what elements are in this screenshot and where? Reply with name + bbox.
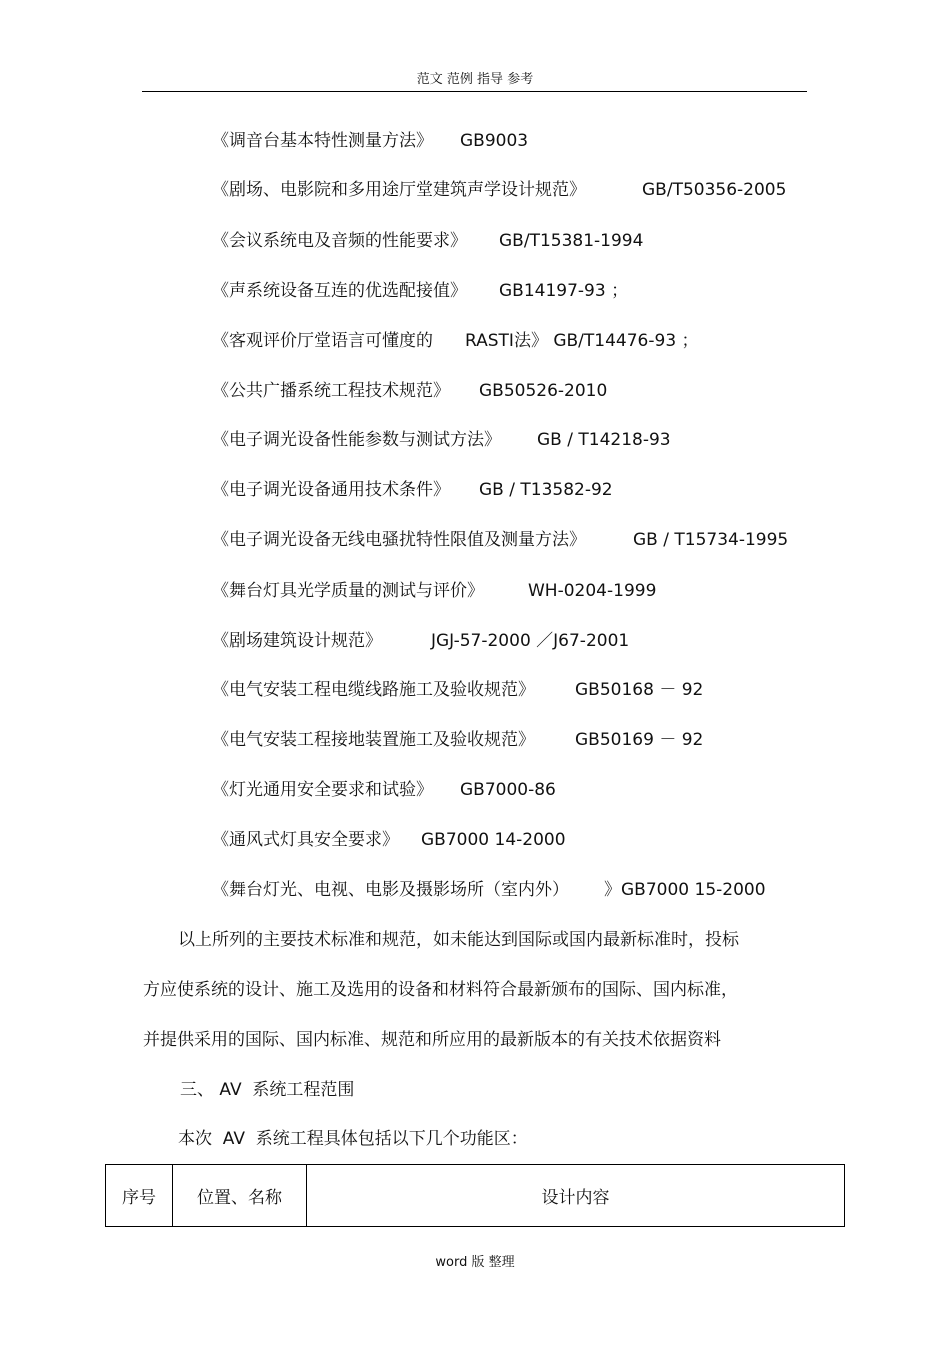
- standard-item: [212, 829, 566, 851]
- standard-item: [212, 130, 529, 152]
- column-header-index: 序号: [106, 1165, 173, 1227]
- standard-item: [212, 230, 644, 252]
- standard-name: 《声系统设备互连的优选配接值》: [212, 281, 467, 301]
- standard-code: GB50169 － 92: [575, 730, 704, 750]
- standard-code: JGJ-57-2000 ／J67-2001: [431, 631, 630, 651]
- standard-name: 《电子调光设备性能参数与测试方法》: [212, 430, 501, 450]
- page-header: 范文 范例 指导 参考: [416, 72, 534, 87]
- standard-name: 《电子调光设备无线电骚扰特性限值及测量方法》: [212, 530, 586, 550]
- section-heading: 三、 AV 系统工程范围: [180, 1080, 355, 1100]
- standard-name: 《会议系统电及音频的性能要求》: [212, 231, 467, 251]
- standard-item: [212, 879, 766, 901]
- standard-item: [212, 630, 630, 652]
- standard-name: 《舞台灯具光学质量的测试与评价》: [212, 581, 484, 601]
- standard-name: 《电气安装工程接地装置施工及验收规范》: [212, 730, 535, 750]
- standard-name: 《灯光通用安全要求和试验》: [212, 780, 433, 800]
- standard-code: GB/T50356-2005: [642, 180, 787, 200]
- standard-code: GB / T14218-93: [537, 430, 671, 450]
- standard-code: RASTI法》 GB/T14476-93 ；: [465, 331, 699, 351]
- standard-item: [212, 380, 608, 402]
- standard-code: GB/T15381-1994: [499, 231, 644, 251]
- standard-name: 《客观评价厅堂语言可懂度的: [212, 331, 433, 351]
- column-header-location: 位置、名称: [173, 1165, 307, 1227]
- standard-name: 《电气安装工程电缆线路施工及验收规范》: [212, 680, 535, 700]
- standard-item: [212, 280, 629, 302]
- standard-code: GB / T15734-1995: [633, 530, 789, 550]
- standard-name: 《电子调光设备通用技术条件》: [212, 480, 450, 500]
- column-header-design-content: 设计内容: [307, 1165, 845, 1227]
- header-divider: [142, 91, 807, 92]
- standard-name: 《调音台基本特性测量方法》: [212, 131, 433, 151]
- paragraph-line: 并提供采用的国际、国内标准、规范和所应用的最新版本的有关技术依据资料: [143, 1030, 721, 1050]
- standard-code: GB50526-2010: [479, 381, 608, 401]
- standard-item: [212, 779, 556, 801]
- standard-code: GB9003: [460, 131, 529, 151]
- standard-name: 《剧场建筑设计规范》: [212, 631, 382, 651]
- standard-name: 《剧场、电影院和多用途厅堂建筑声学设计规范》: [212, 180, 586, 200]
- standard-code: GB14197-93 ；: [499, 281, 629, 301]
- standard-name: 《舞台灯光、电视、电影及摄影场所（室内外）: [212, 880, 569, 900]
- standard-code: 》GB7000 15-2000: [604, 880, 766, 900]
- design-content-table: [105, 1164, 845, 1227]
- table-header-row: [106, 1165, 845, 1227]
- page-footer: word 版 整理: [435, 1255, 515, 1270]
- standard-item: [212, 729, 704, 751]
- standard-item: [212, 529, 789, 551]
- standard-code: GB7000-86: [460, 780, 556, 800]
- standard-item: [212, 330, 699, 352]
- standard-code: GB7000 14-2000: [421, 830, 566, 850]
- standard-item: [212, 679, 704, 701]
- standard-item: [212, 479, 613, 501]
- intro-text: 本次 AV 系统工程具体包括以下几个功能区：: [178, 1129, 528, 1149]
- standard-item: [212, 179, 787, 201]
- standard-item: [212, 580, 657, 602]
- standard-code: GB / T13582-92: [479, 480, 613, 500]
- standard-code: GB50168 － 92: [575, 680, 704, 700]
- standard-name: 《公共广播系统工程技术规范》: [212, 381, 450, 401]
- standard-item: [212, 429, 671, 451]
- paragraph-line: 方应使系统的设计、施工及选用的设备和材料符合最新颁布的国际、国内标准，: [143, 980, 738, 1000]
- paragraph-line: 以上所列的主要技术标准和规范，如未能达到国际或国内最新标准时，投标: [178, 930, 739, 950]
- standard-name: 《通风式灯具安全要求》: [212, 830, 399, 850]
- standard-code: WH-0204-1999: [528, 581, 657, 601]
